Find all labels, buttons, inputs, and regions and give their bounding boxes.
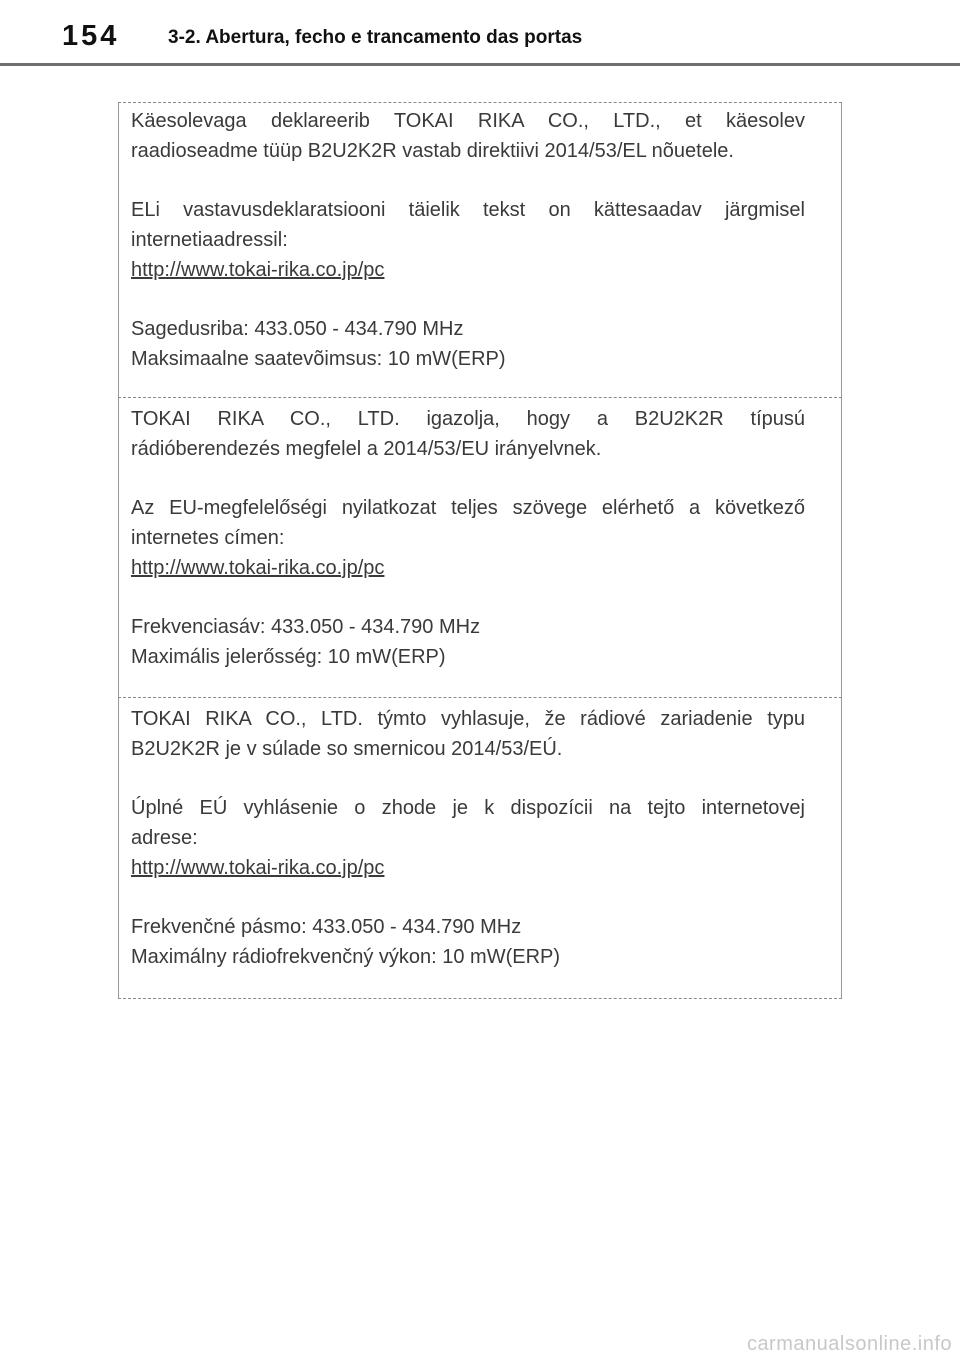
intro-line: TOKAI RIKA CO., LTD. týmto vyhlasuje, že rádiové zariadenie typu — [131, 708, 805, 730]
header-divider — [0, 63, 960, 66]
intro-line: raadioseadme tüüp B2U2K2R vastab direktiivi 2014/53/EL nõuetele. — [131, 140, 734, 162]
declaration-url-link[interactable]: http://www.tokai-rika.co.jp/pc — [131, 259, 385, 281]
page-number: 154 — [62, 20, 120, 52]
section-divider — [118, 397, 842, 398]
frequency-band: Frekvenciasáv: 433.050 - 434.790 MHz — [131, 616, 481, 638]
max-power: Maksimaalne saatevõimsus: 10 mW(ERP) — [131, 348, 506, 370]
text-line: adrese: — [131, 827, 198, 849]
intro-line: TOKAI RIKA CO., LTD. igazolja, hogy a B2U2K2R típusú — [131, 408, 805, 430]
text-line: ELi vastavusdeklaratsiooni täielik tekst on kättesaadav järgmisel — [131, 199, 805, 221]
frequency-band: Frekvenčné pásmo: 433.050 - 434.790 MHz — [131, 916, 522, 938]
declaration-url-link[interactable]: http://www.tokai-rika.co.jp/pc — [131, 857, 385, 879]
declaration-url-link[interactable]: http://www.tokai-rika.co.jp/pc — [131, 557, 385, 579]
box-top-border — [118, 102, 842, 103]
text-line: internetes címen: — [131, 527, 285, 549]
intro-line: B2U2K2R je v súlade so smernicou 2014/53/EÚ. — [131, 738, 563, 760]
max-power: Maximálny rádiofrekvenčný výkon: 10 mW(ERP) — [131, 946, 561, 968]
section-divider — [118, 697, 842, 698]
text-line: internetiaadressil: — [131, 229, 288, 251]
watermark: carmanualsonline.info — [746, 1333, 952, 1355]
intro-line: Käesolevaga deklareerib TOKAI RIKA CO., LTD., et käesolev — [131, 110, 805, 132]
text-line: Az EU-megfelelőségi nyilatkozat teljes szövege elérhető a következő — [131, 497, 805, 519]
box-bottom-border — [118, 998, 842, 999]
page-header — [0, 0, 960, 66]
text-line: Úplné EÚ vyhlásenie o zhode je k dispozícii na tejto internetovej — [131, 797, 805, 819]
max-power: Maximális jelerősség: 10 mW(ERP) — [131, 646, 446, 668]
section-title: 3-2. Abertura, fecho e trancamento das portas — [168, 27, 583, 48]
declaration-hungarian — [131, 404, 805, 672]
declaration-slovak — [131, 704, 805, 972]
declaration-estonian — [131, 106, 805, 374]
intro-line: rádióberendezés megfelel a 2014/53/EU irányelvnek. — [131, 438, 602, 460]
frequency-band: Sagedusriba: 433.050 - 434.790 MHz — [131, 318, 464, 340]
